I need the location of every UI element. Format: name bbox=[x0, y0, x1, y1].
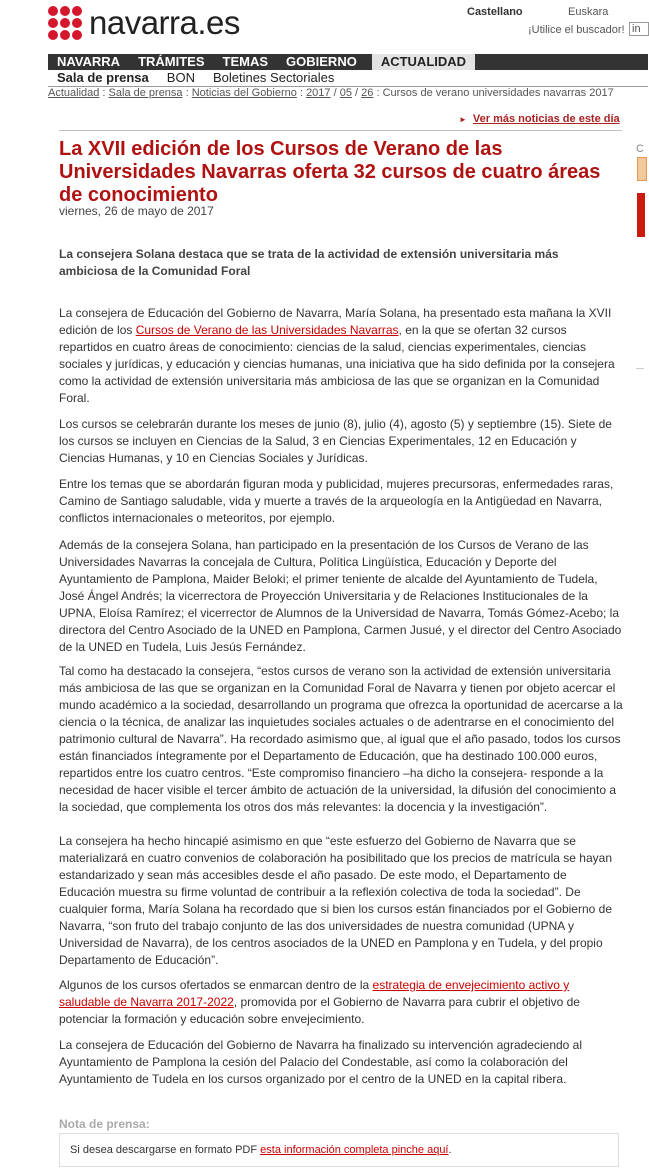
article-paragraph: Además de la consejera Solana, han participado en la presentación de los Cursos de Verano de las Universidades Navarras la concejala de Cultura, Política Lingüística, Educación y Deporte del Ayuntamiento de Pamplona, Maider Beloki; el primer teniente de alcalde del Ayuntamiento de Tudela, José Ángel Andrés; la vicerrectora de Proyección Universitaria y de Relaciones Institucionales de la UPNA, Eloísa Ramírez; el vicerrector de Alumnos de la Universidad de Navarra, Tomás Gómez-Acebo; la directora del Centro Asociado de la UNED en Pamplona, Carmen Jusué, y el director del Centro Asociado de la UNED en Tudela, Luis Jesús Fernández. bbox=[59, 538, 622, 654]
article-title: La XVII edición de los Cursos de Verano de las Universidades Navarras oferta 32 cursos de cuatro áreas de conocimiento bbox=[59, 138, 601, 206]
divider bbox=[59, 130, 622, 131]
language-euskara[interactable]: Euskara bbox=[568, 6, 609, 18]
estrategia-envejecimiento-link[interactable]: estrategia de envejecimiento activo y saludable de Navarra 2017-2022 bbox=[59, 978, 570, 1009]
breadcrumb-current: Cursos de verano universidades navarras 2017 bbox=[382, 87, 614, 99]
sub-nav bbox=[48, 70, 648, 87]
pdf-download-link[interactable]: esta información completa pinche aquí bbox=[260, 1144, 449, 1156]
site-logo[interactable] bbox=[48, 6, 240, 40]
search-input[interactable]: in bbox=[629, 22, 649, 36]
article-lead: La consejera Solana destaca que se trata de la actividad de extensión universitaria más ambiciosa de la Comunidad Foral bbox=[59, 247, 559, 278]
article-paragraph: La consejera de Educación del Gobierno de Navarra, María Solana, ha presentado esta mañana la XVII edición de los Cursos de Verano de las Universidades Navarras, en la que se ofertan 32 cursos repartidos en cuatro áreas de conocimiento: ciencias de la salud, ciencias experimentales, ciencias sociales y jurídicas, y educación y ciencias humanas, una iniciativa que ha sido definida por la consejera como la actividad de extensión universitaria más ambiciosa de las que se organizan en la Comunidad Foral. bbox=[59, 306, 615, 405]
sidebar-divider bbox=[636, 368, 644, 369]
breadcrumb-month[interactable]: 05 bbox=[339, 87, 352, 99]
arrow-right-icon: ► bbox=[459, 115, 467, 124]
note-text: Si desea descargarse en formato PDF esta información completa pinche aquí. bbox=[70, 1144, 452, 1156]
article-paragraph: Algunos de los cursos ofertados se enmarcan dentro de la estrategia de envejecimiento activo y saludable de Navarra 2017-2022, promovida por el Gobierno de Navarra para cubrir el objetivo de potenciar la formación y educación sobre envejecimiento. bbox=[59, 978, 580, 1026]
article-paragraph: La consejera ha hecho hincapié asimismo en que “este esfuerzo del Gobierno de Navarra que se materializará en cuatro convenios de colaboración ha posibilitado que los precios de matrícula se hayan estandarizado y sean más accesibles desde el año pasado. De este modo, el Departamento de Educación muestra su firme voluntad de contribuir a la reflexión colectiva de toda la sociedad”. De cualquier forma, María Solana ha recordado que si bien los cursos están financiados por el Gobierno de Navarra, “son fruto del trabajo conjunto de las dos universidades de nuestra comunidad (UPNA y Universidad de Navarra), de los centros asociados de la UNED en Pamplona y en Tudela, y del propio Departamento de Educación”. bbox=[59, 834, 612, 967]
sidebar-letter: C bbox=[636, 143, 644, 155]
main-nav bbox=[48, 54, 648, 70]
note-label: Nota de prensa: bbox=[59, 1117, 150, 1131]
breadcrumb-day[interactable]: 26 bbox=[361, 87, 374, 99]
breadcrumb-noticias[interactable]: Noticias del Gobierno bbox=[191, 87, 297, 99]
subnav-bon[interactable]: BON bbox=[166, 70, 195, 85]
subnav-sala-de-prensa[interactable]: Sala de prensa bbox=[57, 70, 149, 85]
breadcrumb-actualidad[interactable]: Actualidad bbox=[48, 87, 100, 99]
article-paragraph: Tal como ha destacado la consejera, “estos cursos de verano son la actividad de extensión universitaria más ambiciosa de las que se organizan en la Comunidad Foral de Navarra y tienen por objeto acercar el mundo académico a la sociedad, desarrollando un programa que ofrezca la oportunidad de acercarse a la ciencia o la técnica, de analizar las inquietudes sociales actuales o de adentrarse en el conocimiento del patrimonio cultural de Navarra”. Ha recordado asimismo que, al igual que el año pasado, todos los cursos están financiados íntegramente por el Departamento de Educación, que ha destinado 100.000 euros, repartidos entre los cuatro centros. “Este compromiso financiero –ha dicho la consejera- responde a la necesidad de hacer visible el tercer ámbito de actuación de la universidad, la difusión del conocimiento a la sociedad, que complementa los otros dos más relevantes: la docencia y la investigación”. bbox=[59, 664, 623, 814]
logo-dots-icon bbox=[48, 6, 82, 40]
nav-temas[interactable]: TEMAS bbox=[222, 54, 269, 69]
subnav-boletines[interactable]: Boletines Sectoriales bbox=[212, 70, 335, 85]
breadcrumb: Actualidad : Sala de prensa : Noticias del Gobierno : 2017 / 05 / 26 : Cursos de verano universidades navarras 2017 bbox=[48, 87, 614, 99]
article-paragraph: Entre los temas que se abordarán figuran moda y publicidad, mujeres precursoras, enfermedades raras, Camino de Santiago saludable, vida y muerte a través de la arqueología en la Antigüedad en Navarra, conflictos internacionales o meteoritos, por ejemplo. bbox=[59, 477, 614, 525]
nav-actualidad[interactable]: ACTUALIDAD bbox=[372, 54, 475, 70]
nav-navarra[interactable]: NAVARRA bbox=[57, 54, 121, 69]
nav-gobierno[interactable]: GOBIERNO bbox=[286, 54, 357, 69]
logo-text: navarra.es bbox=[89, 4, 240, 41]
more-news-link[interactable]: Ver más noticias de este día bbox=[472, 113, 620, 125]
language-castellano[interactable]: Castellano bbox=[467, 6, 523, 18]
breadcrumb-sala-de-prensa[interactable]: Sala de prensa bbox=[108, 87, 183, 99]
more-news bbox=[459, 113, 620, 125]
sidebar-widget[interactable] bbox=[637, 157, 647, 181]
breadcrumb-year[interactable]: 2017 bbox=[306, 87, 331, 99]
nav-tramites[interactable]: TRÁMITES bbox=[138, 54, 205, 69]
article-date: viernes, 26 de mayo de 2017 bbox=[59, 204, 214, 218]
cursos-verano-link[interactable]: Cursos de Verano de las Universidades Navarras bbox=[135, 323, 399, 337]
search-hint: ¡Utilice el buscador! bbox=[528, 24, 625, 36]
article-paragraph: Los cursos se celebrarán durante los meses de junio (8), julio (4), agosto (5) y septiembre (15). Siete de los cursos se incluyen en Ciencias de la Salud, 3 en Ciencias Experimentales, 12 en Educación y Ciencias Humanas, y 10 en Ciencias Sociales y Jurídicas. bbox=[59, 417, 612, 465]
sidebar-banner[interactable] bbox=[637, 193, 645, 237]
article-paragraph: La consejera de Educación del Gobierno de Navarra ha finalizado su intervención agradeciendo al Ayuntamiento de Pamplona la cesión del Palacio del Condestable, así como la colaboración del Ayuntamiento de Tudela en los cursos organizado por el centro de la UNED en la capital ribera. bbox=[59, 1038, 583, 1086]
